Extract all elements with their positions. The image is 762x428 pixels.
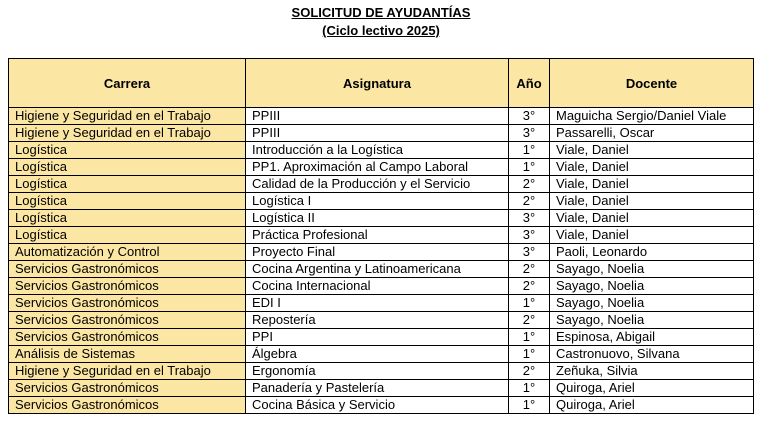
table-row [9, 227, 754, 244]
ayudantias-table [8, 58, 754, 414]
anio-cell: 3° [509, 227, 550, 244]
carrera-cell: Servicios Gastronómicos [9, 312, 246, 329]
table-row [9, 125, 754, 142]
table-row [9, 278, 754, 295]
anio-cell: 2° [509, 278, 550, 295]
docente-cell: Zeñuka, Silvia [550, 363, 754, 380]
carrera-cell: Servicios Gastronómicos [9, 329, 246, 346]
carrera-cell: Higiene y Seguridad en el Trabajo [9, 108, 246, 125]
docente-cell: Viale, Daniel [550, 193, 754, 210]
header-docente: Docente [550, 59, 754, 108]
asignatura-cell: Ergonomía [246, 363, 509, 380]
docente-cell: Viale, Daniel [550, 159, 754, 176]
carrera-cell: Servicios Gastronómicos [9, 261, 246, 278]
docente-cell: Passarelli, Oscar [550, 125, 754, 142]
docente-cell: Quiroga, Ariel [550, 380, 754, 397]
table-row [9, 261, 754, 278]
asignatura-cell: Práctica Profesional [246, 227, 509, 244]
header-carrera: Carrera [9, 59, 246, 108]
header-asignatura: Asignatura [246, 59, 509, 108]
carrera-cell: Logística [9, 159, 246, 176]
asignatura-cell: EDI I [246, 295, 509, 312]
docente-cell: Viale, Daniel [550, 176, 754, 193]
header-row [9, 59, 754, 108]
carrera-cell: Logística [9, 176, 246, 193]
asignatura-cell: PPIII [246, 108, 509, 125]
docente-cell: Viale, Daniel [550, 227, 754, 244]
docente-cell: Viale, Daniel [550, 210, 754, 227]
anio-cell: 1° [509, 346, 550, 363]
docente-cell: Sayago, Noelia [550, 295, 754, 312]
anio-cell: 2° [509, 193, 550, 210]
carrera-cell: Logística [9, 193, 246, 210]
carrera-cell: Logística [9, 227, 246, 244]
asignatura-cell: Cocina Argentina y Latinoamericana [246, 261, 509, 278]
carrera-cell: Análisis de Sistemas [9, 346, 246, 363]
header-anio: Año [509, 59, 550, 108]
anio-cell: 1° [509, 329, 550, 346]
carrera-cell: Servicios Gastronómicos [9, 278, 246, 295]
table-row [9, 176, 754, 193]
docente-cell: Sayago, Noelia [550, 278, 754, 295]
asignatura-cell: Introducción a la Logística [246, 142, 509, 159]
anio-cell: 3° [509, 244, 550, 261]
carrera-cell: Higiene y Seguridad en el Trabajo [9, 125, 246, 142]
carrera-cell: Logística [9, 210, 246, 227]
carrera-cell: Servicios Gastronómicos [9, 295, 246, 312]
anio-cell: 2° [509, 312, 550, 329]
asignatura-cell: PPI [246, 329, 509, 346]
asignatura-cell: Panadería y Pastelería [246, 380, 509, 397]
docente-cell: Sayago, Noelia [550, 312, 754, 329]
carrera-cell: Higiene y Seguridad en el Trabajo [9, 363, 246, 380]
anio-cell: 2° [509, 261, 550, 278]
table-row [9, 295, 754, 312]
asignatura-cell: Cocina Internacional [246, 278, 509, 295]
carrera-cell: Logística [9, 142, 246, 159]
carrera-cell: Automatización y Control [9, 244, 246, 261]
table-row [9, 363, 754, 380]
docente-cell: Espinosa, Abigail [550, 329, 754, 346]
anio-cell: 1° [509, 142, 550, 159]
carrera-cell: Servicios Gastronómicos [9, 380, 246, 397]
table-row [9, 346, 754, 363]
table-row [9, 159, 754, 176]
table-row [9, 397, 754, 414]
anio-cell: 1° [509, 295, 550, 312]
asignatura-cell: Repostería [246, 312, 509, 329]
docente-cell: Sayago, Noelia [550, 261, 754, 278]
anio-cell: 1° [509, 380, 550, 397]
table-row [9, 312, 754, 329]
table-row [9, 193, 754, 210]
anio-cell: 3° [509, 108, 550, 125]
anio-cell: 1° [509, 159, 550, 176]
docente-cell: Quiroga, Ariel [550, 397, 754, 414]
asignatura-cell: Álgebra [246, 346, 509, 363]
asignatura-cell: PP1. Aproximación al Campo Laboral [246, 159, 509, 176]
carrera-cell: Servicios Gastronómicos [9, 397, 246, 414]
anio-cell: 2° [509, 176, 550, 193]
table-row [9, 108, 754, 125]
docente-cell: Maguicha Sergio/Daniel Viale [550, 108, 754, 125]
table-body [9, 108, 754, 414]
asignatura-cell: Calidad de la Producción y el Servicio [246, 176, 509, 193]
page-title: SOLICITUD DE AYUDANTÍAS [291, 5, 471, 20]
asignatura-cell: Logística I [246, 193, 509, 210]
asignatura-cell: Proyecto Final [246, 244, 509, 261]
anio-cell: 3° [509, 210, 550, 227]
table-row [9, 210, 754, 227]
asignatura-cell: PPIII [246, 125, 509, 142]
anio-cell: 1° [509, 397, 550, 414]
asignatura-cell: Logística II [246, 210, 509, 227]
table-row [9, 244, 754, 261]
table-row [9, 380, 754, 397]
asignatura-cell: Cocina Básica y Servicio [246, 397, 509, 414]
page-subtitle: (Ciclo lectivo 2025) [322, 23, 440, 38]
table-row [9, 329, 754, 346]
anio-cell: 3° [509, 125, 550, 142]
table-row [9, 142, 754, 159]
docente-cell: Castronuovo, Silvana [550, 346, 754, 363]
docente-cell: Viale, Daniel [550, 142, 754, 159]
docente-cell: Paoli, Leonardo [550, 244, 754, 261]
anio-cell: 2° [509, 363, 550, 380]
